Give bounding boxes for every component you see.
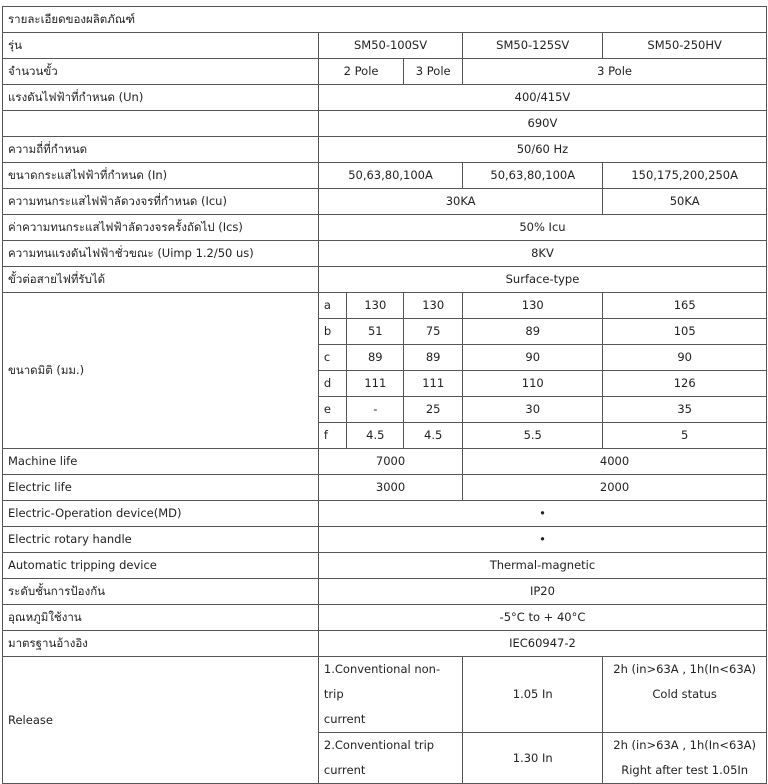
icu-value-2: 50KA	[603, 189, 767, 215]
uimp-value: 8KV	[318, 241, 766, 267]
rated-voltage-value-1: 400/415V	[318, 85, 766, 111]
poles-row	[3, 59, 767, 85]
release-item-2	[318, 733, 462, 784]
release-item-1-note	[603, 657, 767, 733]
dimension-value: 4.5	[347, 423, 404, 449]
electric-life-row	[3, 475, 767, 501]
poles-value-2: 3 Pole	[404, 59, 463, 85]
release-item-2-line-1: 2.Conventional trip	[323, 738, 435, 752]
temperature-row	[3, 605, 767, 631]
temperature-value: -5°C to + 40°C	[318, 605, 766, 631]
rated-current-1: 50,63,80,100A	[318, 163, 462, 189]
rated-current-row	[3, 163, 767, 189]
dimension-value: 90	[463, 345, 603, 371]
release-row-1	[3, 657, 767, 733]
dimension-value: 25	[404, 397, 463, 423]
dimension-value: 4.5	[404, 423, 463, 449]
dimension-value: 130	[347, 293, 404, 319]
release-item-1-note-line-1: 2h (in>63A , 1h(In<63A)	[613, 662, 757, 676]
frequency-value: 50/60 Hz	[318, 137, 766, 163]
model-row	[3, 33, 767, 59]
dimension-value: 75	[404, 319, 463, 345]
dimension-value: 126	[603, 371, 767, 397]
dimension-key: f	[318, 423, 346, 449]
dimension-value: 35	[603, 397, 767, 423]
rated-voltage-row	[3, 85, 767, 111]
dimension-value: 51	[347, 319, 404, 345]
ics-value: 50% Icu	[318, 215, 766, 241]
rated-current-2: 50,63,80,100A	[463, 163, 603, 189]
rotary-label: Electric rotary handle	[3, 527, 319, 553]
icu-value-1: 30KA	[318, 189, 602, 215]
dimension-value: 5.5	[463, 423, 603, 449]
title-row	[3, 7, 767, 33]
rated-voltage-value-2: 690V	[318, 111, 766, 137]
dimension-value: 130	[404, 293, 463, 319]
ip-label: ระดับชั้นการป้องกัน	[3, 579, 319, 605]
tripping-label: Automatic tripping device	[3, 553, 319, 579]
standard-label: มาตรฐานอ้างอิง	[3, 631, 319, 657]
rotary-value: •	[318, 527, 766, 553]
md-row	[3, 501, 767, 527]
uimp-row	[3, 241, 767, 267]
dimension-key: e	[318, 397, 346, 423]
machine-life-value-1: 7000	[318, 449, 462, 475]
dimension-value: 89	[347, 345, 404, 371]
tripping-value: Thermal-magnetic	[318, 553, 766, 579]
model-1: SM50-100SV	[318, 33, 462, 59]
rated-current-label: ขนาดกระแสไฟฟ้าที่กำหนด (In)	[3, 163, 319, 189]
standard-row	[3, 631, 767, 657]
release-item-2-note-line-1: 2h (in>63A , 1h(In<63A)	[613, 738, 757, 752]
md-label: Electric-Operation device(MD)	[3, 501, 319, 527]
dimension-value: 89	[404, 345, 463, 371]
md-value: •	[318, 501, 766, 527]
dimension-value: 89	[463, 319, 603, 345]
dimension-label: ขนาดมิติ (มม.)	[3, 293, 319, 449]
dimension-key: c	[318, 345, 346, 371]
icu-row	[3, 189, 767, 215]
rated-voltage-label: แรงดันไฟฟ้าที่กำหนด (Un)	[3, 85, 319, 111]
tripping-row	[3, 553, 767, 579]
release-item-2-note-line-2: Right after test 1.05In	[621, 763, 749, 777]
ip-value: IP20	[318, 579, 766, 605]
release-item-2-line-2: current	[323, 763, 366, 777]
rated-voltage-row-2	[3, 111, 767, 137]
ics-row	[3, 215, 767, 241]
poles-label: จำนวนขั้ว	[3, 59, 319, 85]
release-item-1-value: 1.05 In	[463, 657, 603, 733]
electric-life-value-2: 2000	[463, 475, 767, 501]
release-item-1-line-2: current	[323, 712, 366, 726]
spec-table	[2, 6, 767, 784]
release-item-2-note	[603, 733, 767, 784]
release-item-1-note-line-2: Cold status	[652, 687, 717, 701]
dimension-value: 5	[603, 423, 767, 449]
terminal-label: ขั้วต่อสายไฟที่รับได้	[3, 267, 319, 293]
dimension-value: -	[347, 397, 404, 423]
dimension-key: d	[318, 371, 346, 397]
frequency-row	[3, 137, 767, 163]
terminal-row	[3, 267, 767, 293]
release-label: Release	[3, 657, 319, 784]
frequency-label: ความถี่ที่กำหนด	[3, 137, 319, 163]
dimension-row	[3, 293, 767, 319]
dimension-value: 165	[603, 293, 767, 319]
dimension-value: 90	[603, 345, 767, 371]
rotary-row	[3, 527, 767, 553]
dimension-value: 111	[404, 371, 463, 397]
ics-label: ค่าความทนกระแสไฟฟ้าลัดวงจรครั้งถัดไป (Ics)	[3, 215, 319, 241]
model-label: รุ่น	[3, 33, 319, 59]
model-2: SM50-125SV	[463, 33, 603, 59]
uimp-label: ความทนแรงดันไฟฟ้าชั่วขณะ (Uimp 1.2/50 us)	[3, 241, 319, 267]
dimension-value: 30	[463, 397, 603, 423]
dimension-value: 130	[463, 293, 603, 319]
machine-life-value-2: 4000	[463, 449, 767, 475]
poles-value-1: 2 Pole	[318, 59, 403, 85]
dimension-value: 105	[603, 319, 767, 345]
release-item-2-value: 1.30 In	[463, 733, 603, 784]
terminal-value: Surface-type	[318, 267, 766, 293]
rated-voltage-label-empty	[3, 111, 319, 137]
standard-value: IEC60947-2	[318, 631, 766, 657]
temperature-label: อุณหภูมิใช้งาน	[3, 605, 319, 631]
ip-row	[3, 579, 767, 605]
machine-life-label: Machine life	[3, 449, 319, 475]
dimension-key: b	[318, 319, 346, 345]
machine-life-row	[3, 449, 767, 475]
electric-life-value-1: 3000	[318, 475, 462, 501]
poles-value-3: 3 Pole	[463, 59, 767, 85]
dimension-key: a	[318, 293, 346, 319]
release-item-1	[318, 657, 462, 733]
icu-label: ความทนกระแสไฟฟ้าลัดวงจรที่กำหนด (Icu)	[3, 189, 319, 215]
table-title: รายละเอียดของผลิตภัณฑ์	[3, 7, 767, 33]
release-item-1-line-1: 1.Conventional non-trip	[323, 662, 441, 701]
dimension-value: 110	[463, 371, 603, 397]
model-3: SM50-250HV	[603, 33, 767, 59]
electric-life-label: Electric life	[3, 475, 319, 501]
dimension-value: 111	[347, 371, 404, 397]
rated-current-3: 150,175,200,250A	[603, 163, 767, 189]
